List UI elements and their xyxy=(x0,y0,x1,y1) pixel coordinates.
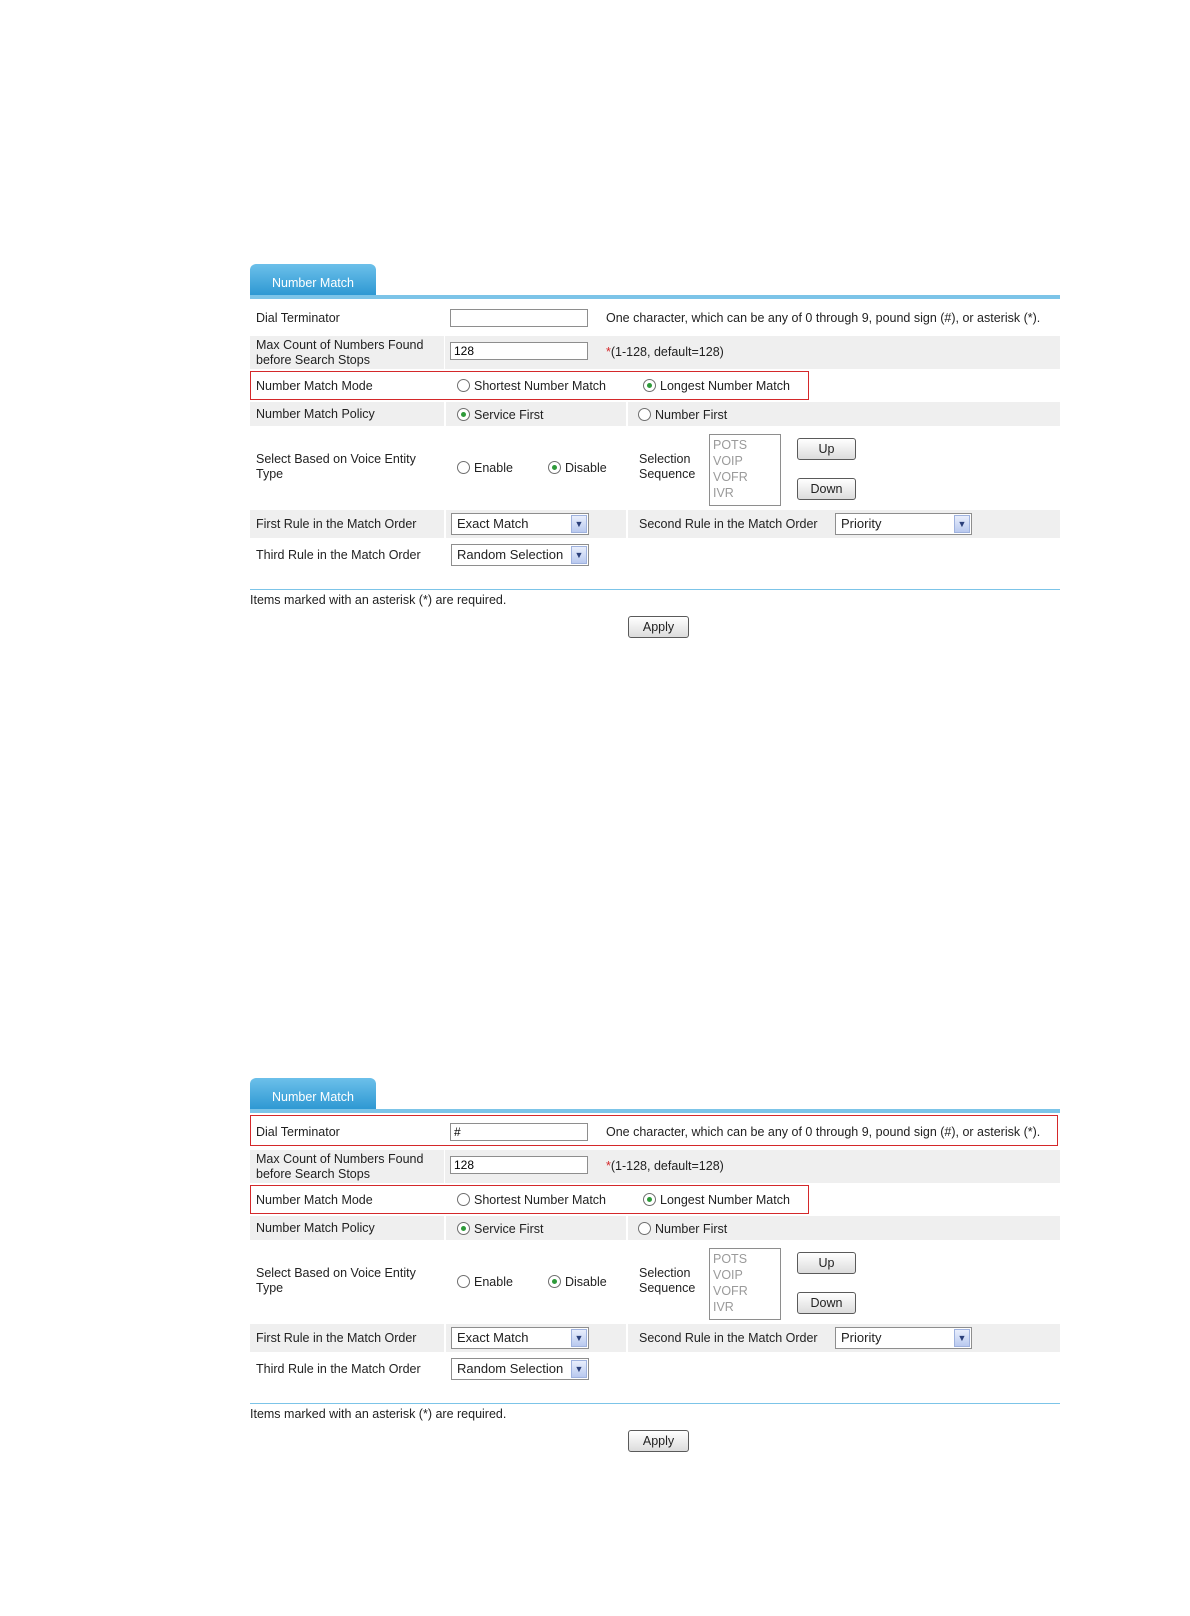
tab-divider xyxy=(250,295,1060,299)
dial-terminator-input[interactable] xyxy=(450,309,588,327)
required-note: Items marked with an asterisk (*) are required. xyxy=(250,1407,507,1421)
first-rule-select[interactable] xyxy=(451,1327,589,1349)
first-rule-label: First Rule in the Match Order xyxy=(256,517,417,531)
radio-circle-icon xyxy=(638,408,651,421)
tab-divider xyxy=(250,1109,1060,1113)
tab-label: Number Match xyxy=(272,1090,354,1104)
third-rule-value: Random Selection xyxy=(457,1361,564,1376)
max-count-label-line2: before Search Stops xyxy=(256,1167,370,1181)
service-first-label: Service First xyxy=(474,408,544,422)
voice-entity-label-line2: Type xyxy=(256,467,284,481)
service-first-label: Service First xyxy=(474,1222,544,1236)
match-mode-label: Number Match Mode xyxy=(256,379,373,393)
number-first-label: Number First xyxy=(655,1222,728,1236)
max-count-hint: (1-128, default=128) xyxy=(610,1159,724,1173)
form-bottom-divider xyxy=(250,589,1060,590)
chevron-down-icon: ▼ xyxy=(954,1329,970,1347)
match-policy-label: Number Match Policy xyxy=(256,1221,375,1235)
required-note: Items marked with an asterisk (*) are required. xyxy=(250,593,507,607)
chevron-down-icon: ▼ xyxy=(571,546,587,564)
max-count-input[interactable] xyxy=(450,1156,588,1174)
selection-sequence-label-line2: Sequence xyxy=(639,467,696,481)
shortest-match-label: Shortest Number Match xyxy=(474,379,606,393)
enable-radio[interactable] xyxy=(457,1274,513,1290)
radio-circle-icon xyxy=(457,461,470,474)
chevron-down-icon: ▼ xyxy=(571,515,587,533)
enable-label: Enable xyxy=(474,461,513,475)
third-rule-row xyxy=(250,540,1060,570)
max-count-input[interactable] xyxy=(450,342,588,360)
third-rule-label: Third Rule in the Match Order xyxy=(256,548,421,562)
required-asterisk: * xyxy=(606,345,611,359)
third-rule-select[interactable] xyxy=(451,544,589,566)
up-button[interactable]: Up xyxy=(797,1252,856,1274)
first-second-rule-row xyxy=(250,510,1060,538)
down-button[interactable]: Down xyxy=(797,1292,856,1314)
form-bottom-divider xyxy=(250,1403,1060,1404)
sequence-item[interactable]: POTS xyxy=(713,1252,748,1266)
number-first-radio[interactable] xyxy=(638,407,727,423)
selection-sequence-list[interactable] xyxy=(709,434,781,506)
first-rule-value: Exact Match xyxy=(457,516,529,531)
number-first-radio[interactable] xyxy=(638,1221,727,1237)
number-match-panel-1 xyxy=(250,264,1060,644)
voice-entity-row xyxy=(250,1242,1060,1322)
voice-entity-row xyxy=(250,428,1060,508)
service-first-radio[interactable] xyxy=(457,1221,543,1237)
selection-sequence-list[interactable] xyxy=(709,1248,781,1320)
selection-sequence-label-line2: Sequence xyxy=(639,1281,696,1295)
sequence-item[interactable]: IVR xyxy=(713,1300,734,1314)
required-asterisk: * xyxy=(606,1159,611,1173)
dial-terminator-hint: One character, which can be any of 0 through 9, pound sign (#), or asterisk (*). xyxy=(606,311,1041,325)
disable-label: Disable xyxy=(565,461,607,475)
dial-terminator-label: Dial Terminator xyxy=(256,311,340,325)
second-rule-label: Second Rule in the Match Order xyxy=(639,1331,818,1345)
radio-circle-icon xyxy=(457,408,470,421)
up-button[interactable]: Up xyxy=(797,438,856,460)
service-first-radio[interactable] xyxy=(457,407,543,423)
voice-entity-label-line1: Select Based on Voice Entity xyxy=(256,1266,416,1280)
radio-circle-icon xyxy=(457,1275,470,1288)
match-policy-row xyxy=(250,402,1060,426)
match-policy-row xyxy=(250,1216,1060,1240)
tab-number-match[interactable] xyxy=(250,264,376,296)
highlight-match-mode xyxy=(250,1185,809,1214)
second-rule-select[interactable] xyxy=(835,513,972,535)
sequence-item[interactable]: VOIP xyxy=(713,454,743,468)
sequence-item[interactable]: VOFR xyxy=(713,1284,748,1298)
match-policy-label: Number Match Policy xyxy=(256,407,375,421)
highlight-dial-terminator xyxy=(250,1115,1058,1146)
third-rule-label: Third Rule in the Match Order xyxy=(256,1362,421,1376)
third-rule-select[interactable] xyxy=(451,1358,589,1380)
longest-match-label: Longest Number Match xyxy=(660,1193,790,1207)
selection-sequence-label-line1: Selection xyxy=(639,1266,691,1280)
enable-label: Enable xyxy=(474,1275,513,1289)
max-count-label-line1: Max Count of Numbers Found xyxy=(256,338,424,352)
longest-match-label: Longest Number Match xyxy=(660,379,790,393)
first-rule-value: Exact Match xyxy=(457,1330,529,1345)
second-rule-value: Priority xyxy=(841,1330,882,1345)
tab-number-match[interactable] xyxy=(250,1078,376,1110)
disable-radio[interactable] xyxy=(548,1274,607,1290)
radio-circle-icon xyxy=(548,1275,561,1288)
number-match-panel-2 xyxy=(250,1078,1060,1458)
third-rule-row xyxy=(250,1354,1060,1384)
max-count-label-line2: before Search Stops xyxy=(256,353,370,367)
tab-label: Number Match xyxy=(272,276,354,290)
apply-button[interactable]: Apply xyxy=(628,616,689,638)
chevron-down-icon: ▼ xyxy=(954,515,970,533)
max-count-row xyxy=(250,336,1060,369)
sequence-item[interactable]: VOFR xyxy=(713,470,748,484)
match-mode-label: Number Match Mode xyxy=(256,1193,373,1207)
sequence-item[interactable]: IVR xyxy=(713,486,734,500)
disable-radio[interactable] xyxy=(548,460,607,476)
second-rule-value: Priority xyxy=(841,516,882,531)
disable-label: Disable xyxy=(565,1275,607,1289)
chevron-down-icon: ▼ xyxy=(571,1329,587,1347)
enable-radio[interactable] xyxy=(457,460,513,476)
sequence-item[interactable]: VOIP xyxy=(713,1268,743,1282)
second-rule-select[interactable] xyxy=(835,1327,972,1349)
second-rule-label: Second Rule in the Match Order xyxy=(639,517,818,531)
dial-terminator-row xyxy=(250,302,1060,334)
first-rule-select[interactable] xyxy=(451,513,589,535)
voice-entity-label-line1: Select Based on Voice Entity xyxy=(256,452,416,466)
highlight-match-mode xyxy=(250,371,809,400)
down-button[interactable]: Down xyxy=(797,478,856,500)
shortest-match-label: Shortest Number Match xyxy=(474,1193,606,1207)
radio-circle-icon xyxy=(457,1222,470,1235)
radio-circle-icon xyxy=(548,461,561,474)
first-rule-label: First Rule in the Match Order xyxy=(256,1331,417,1345)
sequence-item[interactable]: POTS xyxy=(713,438,748,452)
number-first-label: Number First xyxy=(655,408,728,422)
chevron-down-icon: ▼ xyxy=(571,1360,587,1378)
max-count-row xyxy=(250,1150,1060,1183)
apply-button[interactable]: Apply xyxy=(628,1430,689,1452)
first-second-rule-row xyxy=(250,1324,1060,1352)
dial-terminator-hint: One character, which can be any of 0 through 9, pound sign (#), or asterisk (*). xyxy=(606,1125,1041,1139)
selection-sequence-label-line1: Selection xyxy=(639,452,691,466)
dial-terminator-label: Dial Terminator xyxy=(256,1125,340,1139)
radio-circle-icon xyxy=(638,1222,651,1235)
max-count-label-line1: Max Count of Numbers Found xyxy=(256,1152,424,1166)
voice-entity-label-line2: Type xyxy=(256,1281,284,1295)
max-count-hint: (1-128, default=128) xyxy=(610,345,724,359)
third-rule-value: Random Selection xyxy=(457,547,564,562)
